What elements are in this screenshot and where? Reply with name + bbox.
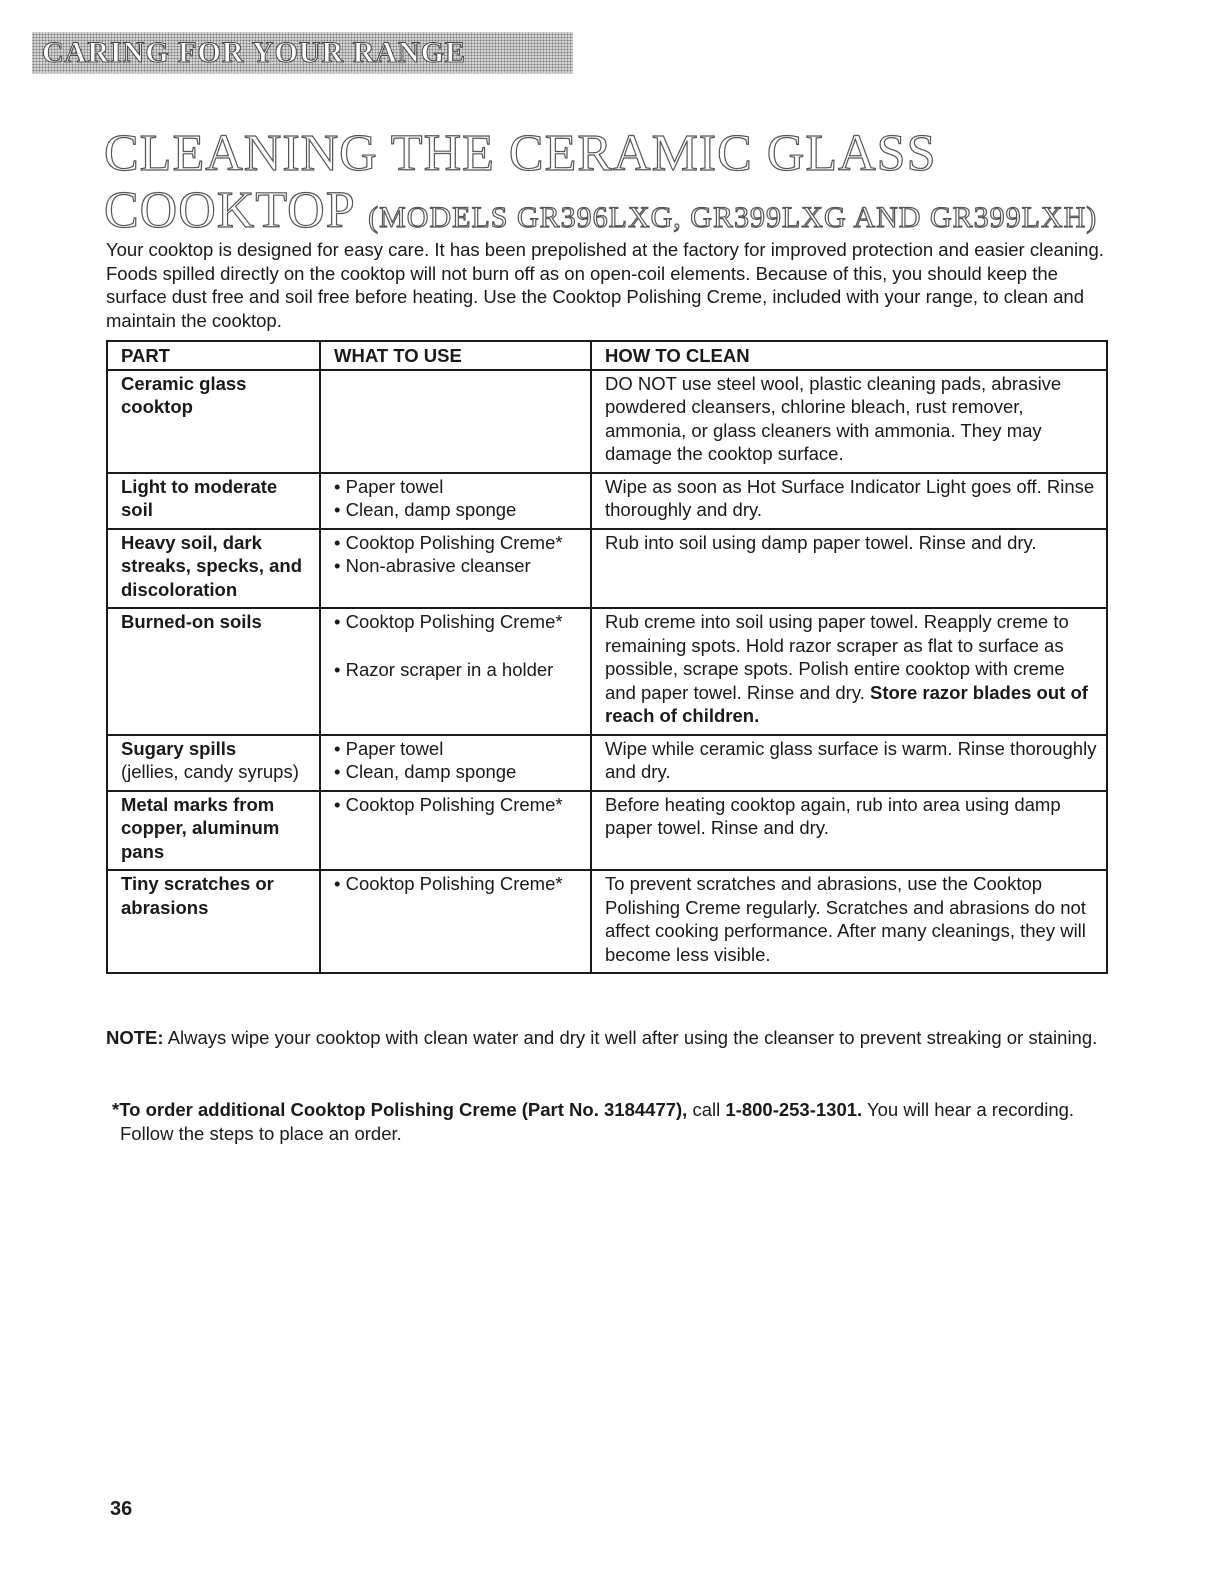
what-to-use-cell — [320, 473, 591, 529]
how-to-clean-cell — [591, 608, 1107, 735]
how-to-clean-text: DO NOT use steel wool, plastic cleaning pads, abrasive powdered cleansers, chlorine bleach, rust remover, ammonia, or glass cleaners with ammonia. They may damage the cooktop surface. — [605, 372, 1062, 464]
part-cell — [107, 870, 320, 973]
page-number: 36 — [110, 1498, 133, 1520]
what-to-use-item: • Clean, damp sponge — [334, 761, 517, 782]
table-row — [107, 370, 1107, 473]
what-to-use-cell — [320, 529, 591, 609]
how-to-clean-warning: Store razor blades out of reach of children. — [605, 681, 1088, 726]
table-row — [107, 529, 1107, 609]
page-title — [104, 126, 1104, 246]
header-part: PART — [107, 341, 320, 370]
table-body — [107, 370, 1107, 974]
how-to-clean-text: Rub creme into soil using paper towel. Reapply creme to remaining spots. Hold razor scraper as flat to surface as possible, scrape spots. Polish entire cooktop with creme and paper towel. Rinse and dry. — [605, 611, 1069, 703]
part-cell — [107, 735, 320, 791]
table-row — [107, 735, 1107, 791]
how-to-clean-cell — [591, 473, 1107, 529]
header-how-to-clean: HOW TO CLEAN — [591, 341, 1107, 370]
what-to-use-item: • Clean, damp sponge — [334, 499, 517, 520]
part-name: Ceramic glass cooktop — [121, 372, 247, 417]
what-to-use-cell — [320, 608, 591, 735]
what-to-use-item: • Non-abrasive cleanser — [334, 555, 531, 576]
how-to-clean-cell — [591, 529, 1107, 609]
part-cell — [107, 529, 320, 609]
table-row — [107, 791, 1107, 871]
how-to-clean-text: Rub into soil using damp paper towel. Rinse and dry. — [605, 531, 1037, 553]
what-to-use-cell — [320, 870, 591, 973]
part-note: (jellies, candy syrups) — [121, 761, 299, 782]
what-to-use-item: • Cooktop Polishing Creme* — [334, 873, 563, 894]
note-label: NOTE: — [106, 1027, 164, 1048]
part-name: Heavy soil, dark streaks, specks, and discoloration — [121, 531, 302, 600]
part-cell — [107, 473, 320, 529]
note-text: Always wipe your cooktop with clean water and dry it well after using the cleanser to prevent streaking or staining. — [167, 1027, 1098, 1048]
order-lead: *To order additional Cooktop Polishing Creme (Part No. 3184477), — [112, 1099, 688, 1120]
order-rest: You will hear a recording. Follow the steps to place an order. — [120, 1099, 1075, 1144]
table-row — [107, 608, 1107, 735]
part-name: Metal marks from copper, aluminum pans — [121, 793, 280, 862]
order-paragraph — [104, 1098, 1120, 1145]
how-to-clean-cell — [591, 870, 1107, 973]
page-title-models: (MODELS GR396LXG, GR399LXG AND GR399LXH) — [368, 201, 1098, 234]
part-cell — [107, 791, 320, 871]
table-row — [107, 473, 1107, 529]
how-to-clean-text: Before heating cooktop again, rub into area using damp paper towel. Rinse and dry. — [605, 793, 1061, 838]
what-to-use-item: • Cooktop Polishing Creme* — [334, 611, 563, 632]
order-call: call — [692, 1099, 721, 1120]
part-cell — [107, 608, 320, 735]
what-to-use-cell — [320, 370, 591, 473]
how-to-clean-cell — [591, 791, 1107, 871]
what-to-use-cell — [320, 791, 591, 871]
what-to-use-item: • Paper towel — [334, 737, 444, 759]
how-to-clean-cell — [591, 735, 1107, 791]
page-title-main: CLEANING THE CERAMIC GLASS COOKTOP — [104, 125, 937, 239]
table-row — [107, 870, 1107, 973]
what-to-use-item: • Paper towel — [334, 475, 444, 497]
what-to-use-item: • Cooktop Polishing Creme* — [334, 531, 563, 553]
intro-paragraph: Your cooktop is designed for easy care. It has been prepolished at the factory for improved protection and easier cleaning. Foods spilled directly on the cooktop will not burn off as on open-coil elements. Because of this, you should keep the surface dust free and soil free before heating. Use the Cooktop Polishing Creme, included with your range, to clean and maintain the cooktop. — [106, 239, 1104, 331]
part-name: Burned-on soils — [121, 611, 262, 632]
part-cell — [107, 370, 320, 473]
part-name: Tiny scratches or abrasions — [121, 873, 274, 918]
cleaning-table — [106, 340, 1108, 974]
header-what-to-use: WHAT TO USE — [320, 341, 591, 370]
what-to-use-item: • Cooktop Polishing Creme* — [334, 793, 563, 815]
order-phone: 1-800-253-1301. — [725, 1099, 863, 1120]
note-paragraph — [106, 1026, 1106, 1050]
what-to-use-cell — [320, 735, 591, 791]
section-header-label: CARING FOR YOUR RANGE — [42, 36, 467, 69]
how-to-clean-cell — [591, 370, 1107, 473]
section-header-bar — [32, 32, 573, 74]
what-to-use-item: • Razor scraper in a holder — [334, 658, 554, 680]
how-to-clean-text: Wipe as soon as Hot Surface Indicator Light goes off. Rinse thoroughly and dry. — [605, 475, 1095, 520]
table-header-row — [107, 341, 1107, 370]
part-name: Light to moderate soil — [121, 475, 278, 520]
how-to-clean-text: To prevent scratches and abrasions, use the Cooktop Polishing Creme regularly. Scratches and abrasions do not affect cooking performance. After many cleanings, they will become less visible. — [605, 873, 1086, 965]
how-to-clean-text: Wipe while ceramic glass surface is warm. Rinse thoroughly and dry. — [605, 737, 1097, 782]
part-name: Sugary spills — [121, 737, 237, 759]
